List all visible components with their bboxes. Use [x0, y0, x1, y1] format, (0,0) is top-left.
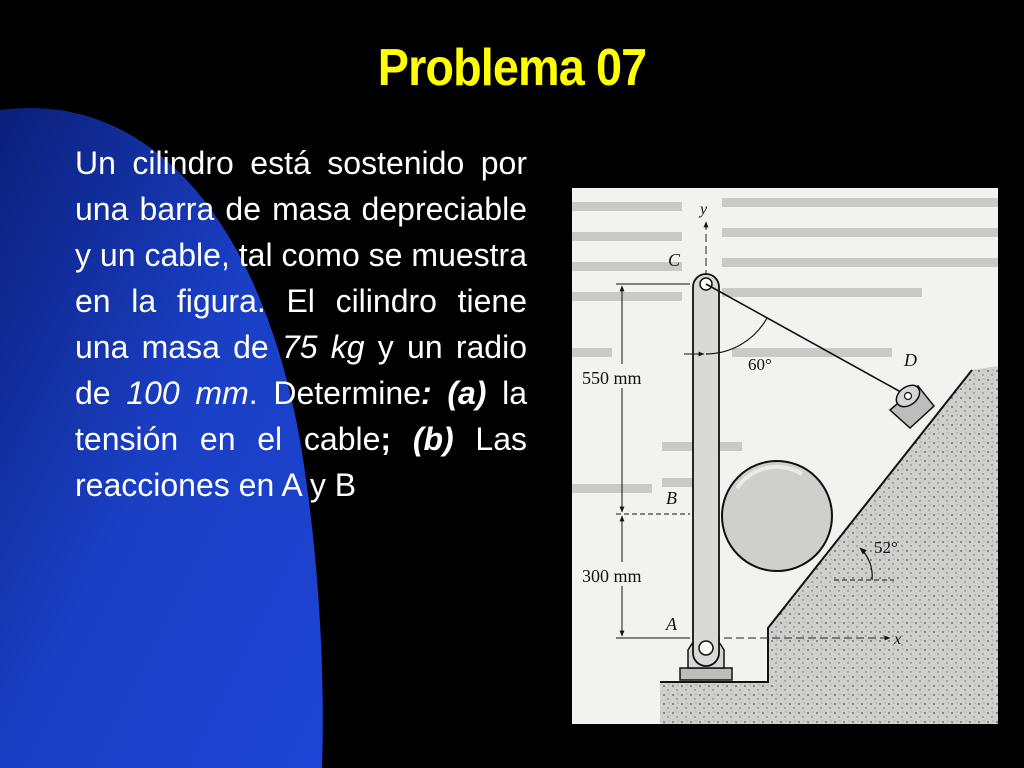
label-a: A — [666, 614, 677, 634]
mid-text-2: . Determine — [248, 375, 421, 411]
pin-a-base — [680, 668, 732, 680]
radius-value: 100 mm — [126, 375, 249, 411]
dim-550: 550 mm — [582, 368, 642, 388]
angle-incline: 52° — [874, 538, 898, 557]
semicolon: ; — [380, 421, 392, 457]
pin-a — [699, 641, 713, 655]
part-a-label: (a) — [447, 375, 487, 411]
problem-statement — [75, 140, 527, 508]
intro-text: Un cilindro está sostenido por una barra de masa depreciable y un cable, tal como se muestra en la figura. El cilindro tiene una masa de — [75, 145, 527, 365]
label-b: B — [666, 488, 677, 508]
label-x: x — [894, 631, 902, 648]
mid-text-1: y un radio de — [75, 329, 528, 411]
label-y: y — [700, 201, 708, 218]
anchor-d — [890, 381, 934, 428]
bar — [693, 274, 719, 666]
colon: : — [420, 375, 432, 411]
part-b-text: Las reacciones en A y B — [75, 421, 528, 503]
slide-title: Problema 07 — [377, 39, 647, 97]
dim-300: 300 mm — [582, 566, 642, 586]
label-c: C — [668, 250, 681, 270]
part-a-text: la tensión en el cable — [75, 375, 528, 457]
cylinder — [722, 461, 832, 571]
angle-cable: 60° — [748, 355, 772, 374]
mechanics-figure — [572, 188, 998, 724]
part-b-label: (b) — [412, 421, 454, 457]
mass-value: 75 kg — [281, 329, 365, 365]
cable — [706, 284, 908, 396]
label-d: D — [904, 350, 917, 370]
